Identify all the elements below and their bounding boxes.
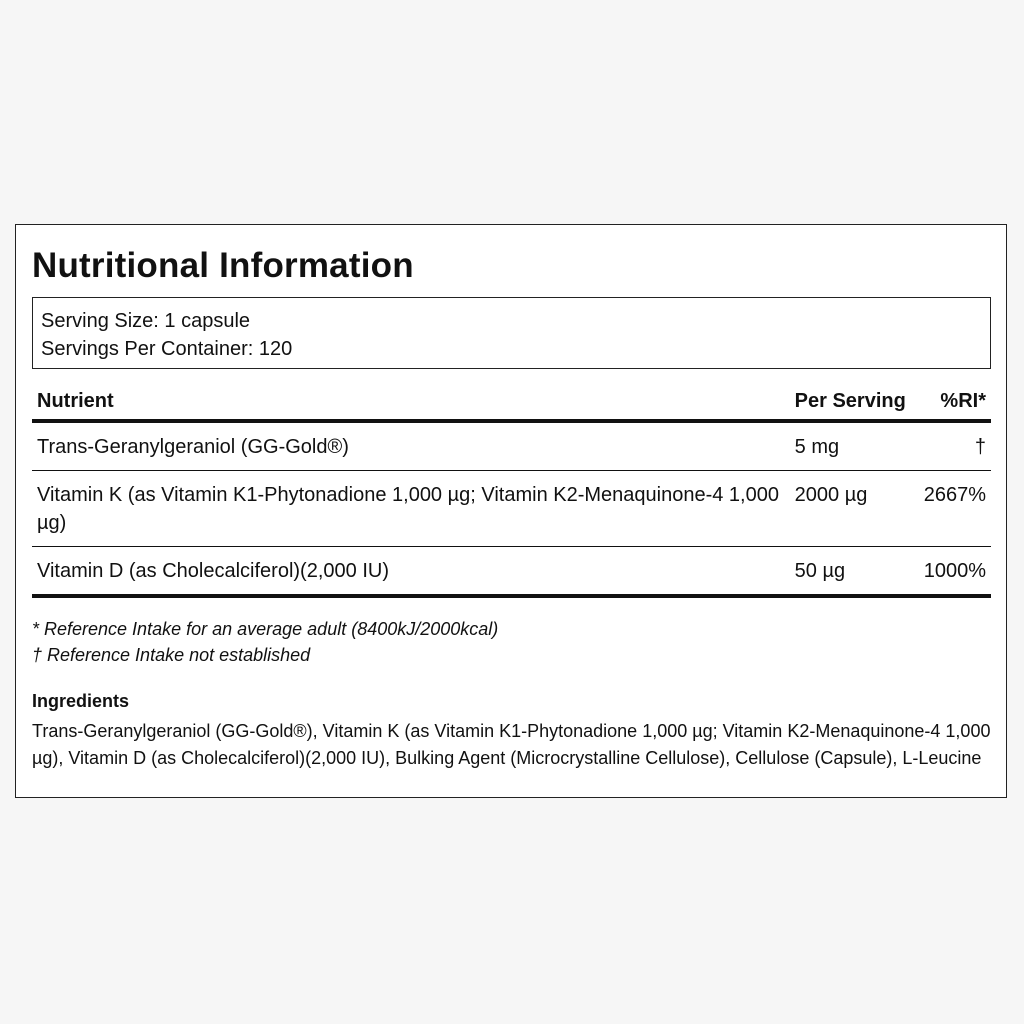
table-row bbox=[32, 547, 991, 597]
nutrient-ri: † bbox=[974, 436, 986, 458]
nutrient-amount: 5 mg bbox=[794, 436, 840, 458]
nutrient-amount: 50 µg bbox=[790, 547, 919, 597]
nutrient-name: Vitamin D (as Cholecalciferol)(2,000 IU) bbox=[32, 547, 790, 597]
panel-title: Nutritional Information bbox=[32, 246, 414, 285]
ingredients-text: Trans-Geranylgeraniol (GG-Gold®), Vitamin K (as Vitamin K1-Phytonadione 1,000 µg; Vitamin K2-Menaquinone-4 1,000 µg), Vitamin D (as Cholecalciferol)(2,000 IU), Bulking Agent (Microcrystalline Cellulose), Cellulose (Capsule), L-Leucine bbox=[32, 721, 991, 768]
table-header-row bbox=[32, 383, 991, 421]
nutrient-ri: 1000% bbox=[919, 547, 991, 597]
nutrient-amount: 2000 µg bbox=[790, 471, 919, 547]
serving-info-box bbox=[32, 297, 991, 369]
ingredients-heading: Ingredients bbox=[32, 691, 130, 711]
header-ri: %RI* bbox=[919, 383, 991, 421]
table-row bbox=[32, 421, 991, 471]
nutrient-table bbox=[32, 383, 991, 598]
footnotes bbox=[32, 616, 991, 668]
header-nutrient: Nutrient bbox=[32, 383, 790, 421]
nutrient-name: Vitamin K (as Vitamin K1-Phytonadione 1,000 µg; Vitamin K2-Menaquinone-4 1,000 µg) bbox=[32, 471, 790, 547]
footnote-not-established: † Reference Intake not established bbox=[32, 645, 311, 665]
nutrient-ri: 2667% bbox=[919, 471, 991, 547]
serving-size: Serving Size: 1 capsule bbox=[41, 310, 251, 332]
nutrition-panel bbox=[15, 224, 1007, 798]
header-per-serving: Per Serving bbox=[790, 383, 919, 421]
servings-per-container: Servings Per Container: 120 bbox=[41, 338, 293, 360]
table-row bbox=[32, 471, 991, 547]
footnote-reference-intake: * Reference Intake for an average adult (8400kJ/2000kcal) bbox=[32, 619, 499, 639]
nutrient-name: Trans-Geranylgeraniol (GG-Gold®) bbox=[37, 436, 349, 458]
